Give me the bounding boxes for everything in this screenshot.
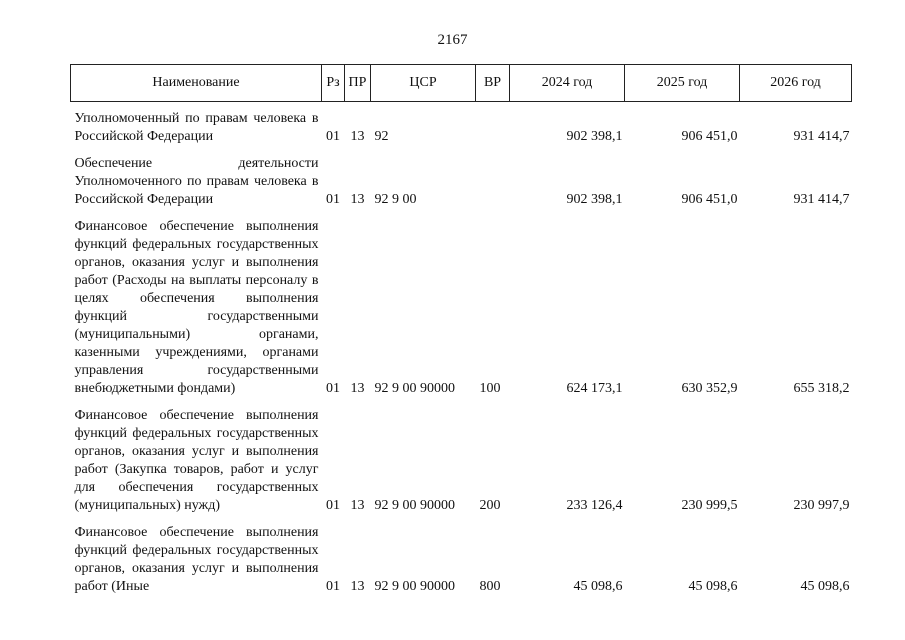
row-2025: 906 451,0 xyxy=(681,129,738,144)
row-pr: 13 xyxy=(350,381,365,396)
row-rz: 01 xyxy=(326,381,340,396)
row-2024: 902 398,1 xyxy=(566,192,623,207)
header-rz: Рз xyxy=(322,65,345,102)
row-name xyxy=(71,209,322,398)
header-2026: 2026 год xyxy=(740,65,852,102)
row-2026: 931 414,7 xyxy=(793,192,850,207)
budget-table xyxy=(70,64,852,596)
table-row xyxy=(71,146,852,209)
row-pr: 13 xyxy=(350,498,365,513)
row-2026: 230 997,9 xyxy=(793,498,850,513)
page-number: 2167 xyxy=(437,32,468,48)
row-name xyxy=(71,398,322,515)
row-name-text: Обеспечение деятельности Уполномоченного по правам человека в Российской Федерации xyxy=(74,156,319,207)
row-rz: 01 xyxy=(326,192,340,207)
row-2024: 624 173,1 xyxy=(566,381,623,396)
row-csr: 92 9 00 90000 xyxy=(374,498,455,513)
table-row xyxy=(71,398,852,515)
table-header xyxy=(71,65,852,102)
row-2024: 233 126,4 xyxy=(566,498,623,513)
row-csr: 92 9 00 90000 xyxy=(374,579,455,594)
row-2025: 230 999,5 xyxy=(681,498,738,513)
row-2024: 902 398,1 xyxy=(566,129,623,144)
table-body xyxy=(71,102,852,597)
row-name-text: Финансовое обеспечение выполнения функций федеральных государственных органов, оказания услуг и выполнения работ (Закупка товаров, работ и услуг для обеспечения государственных (муниципальных) нужд) xyxy=(74,408,319,513)
header-2024: 2024 год xyxy=(510,65,625,102)
row-name xyxy=(71,146,322,209)
row-2025: 630 352,9 xyxy=(681,381,738,396)
table-row xyxy=(71,102,852,147)
header-2025: 2025 год xyxy=(625,65,740,102)
row-csr: 92 xyxy=(374,129,389,144)
row-csr: 92 9 00 90000 xyxy=(374,381,455,396)
row-vr: 100 xyxy=(479,381,501,396)
row-2026: 931 414,7 xyxy=(793,129,850,144)
row-rz: 01 xyxy=(326,498,340,513)
row-pr: 13 xyxy=(350,192,365,207)
row-vr xyxy=(476,146,510,209)
row-2025: 906 451,0 xyxy=(681,192,738,207)
row-vr: 200 xyxy=(479,498,501,513)
header-csr: ЦСР xyxy=(371,65,476,102)
row-2026: 655 318,2 xyxy=(793,381,850,396)
row-name-text: Финансовое обеспечение выполнения функций федеральных государственных органов, оказания услуг и выполнения работ (Иные xyxy=(74,525,319,594)
row-vr: 800 xyxy=(479,579,501,594)
row-vr xyxy=(476,102,510,147)
row-2026: 45 098,6 xyxy=(800,579,850,594)
row-rz: 01 xyxy=(326,129,340,144)
header-row xyxy=(71,65,852,102)
header-name: Наименование xyxy=(71,65,322,102)
table-row xyxy=(71,209,852,398)
header-vr: ВР xyxy=(476,65,510,102)
row-rz: 01 xyxy=(326,579,340,594)
row-name-text: Финансовое обеспечение выполнения функций федеральных государственных органов, оказания услуг и выполнения работ (Расходы на выплаты персоналу в целях обеспечения выполнения функций государственными (муниципальными) органами, казенными учреждениями, органами управления государственными внебюджетными фондами) xyxy=(74,219,319,396)
row-name xyxy=(71,515,322,596)
row-csr: 92 9 00 xyxy=(374,192,417,207)
row-name xyxy=(71,102,322,147)
row-pr: 13 xyxy=(350,129,365,144)
row-pr: 13 xyxy=(350,579,365,594)
row-2025: 45 098,6 xyxy=(688,579,738,594)
row-name-text: Уполномоченный по правам человека в Российской Федерации xyxy=(74,111,319,144)
header-pr: ПР xyxy=(345,65,371,102)
table-row xyxy=(71,515,852,596)
row-2024: 45 098,6 xyxy=(573,579,623,594)
